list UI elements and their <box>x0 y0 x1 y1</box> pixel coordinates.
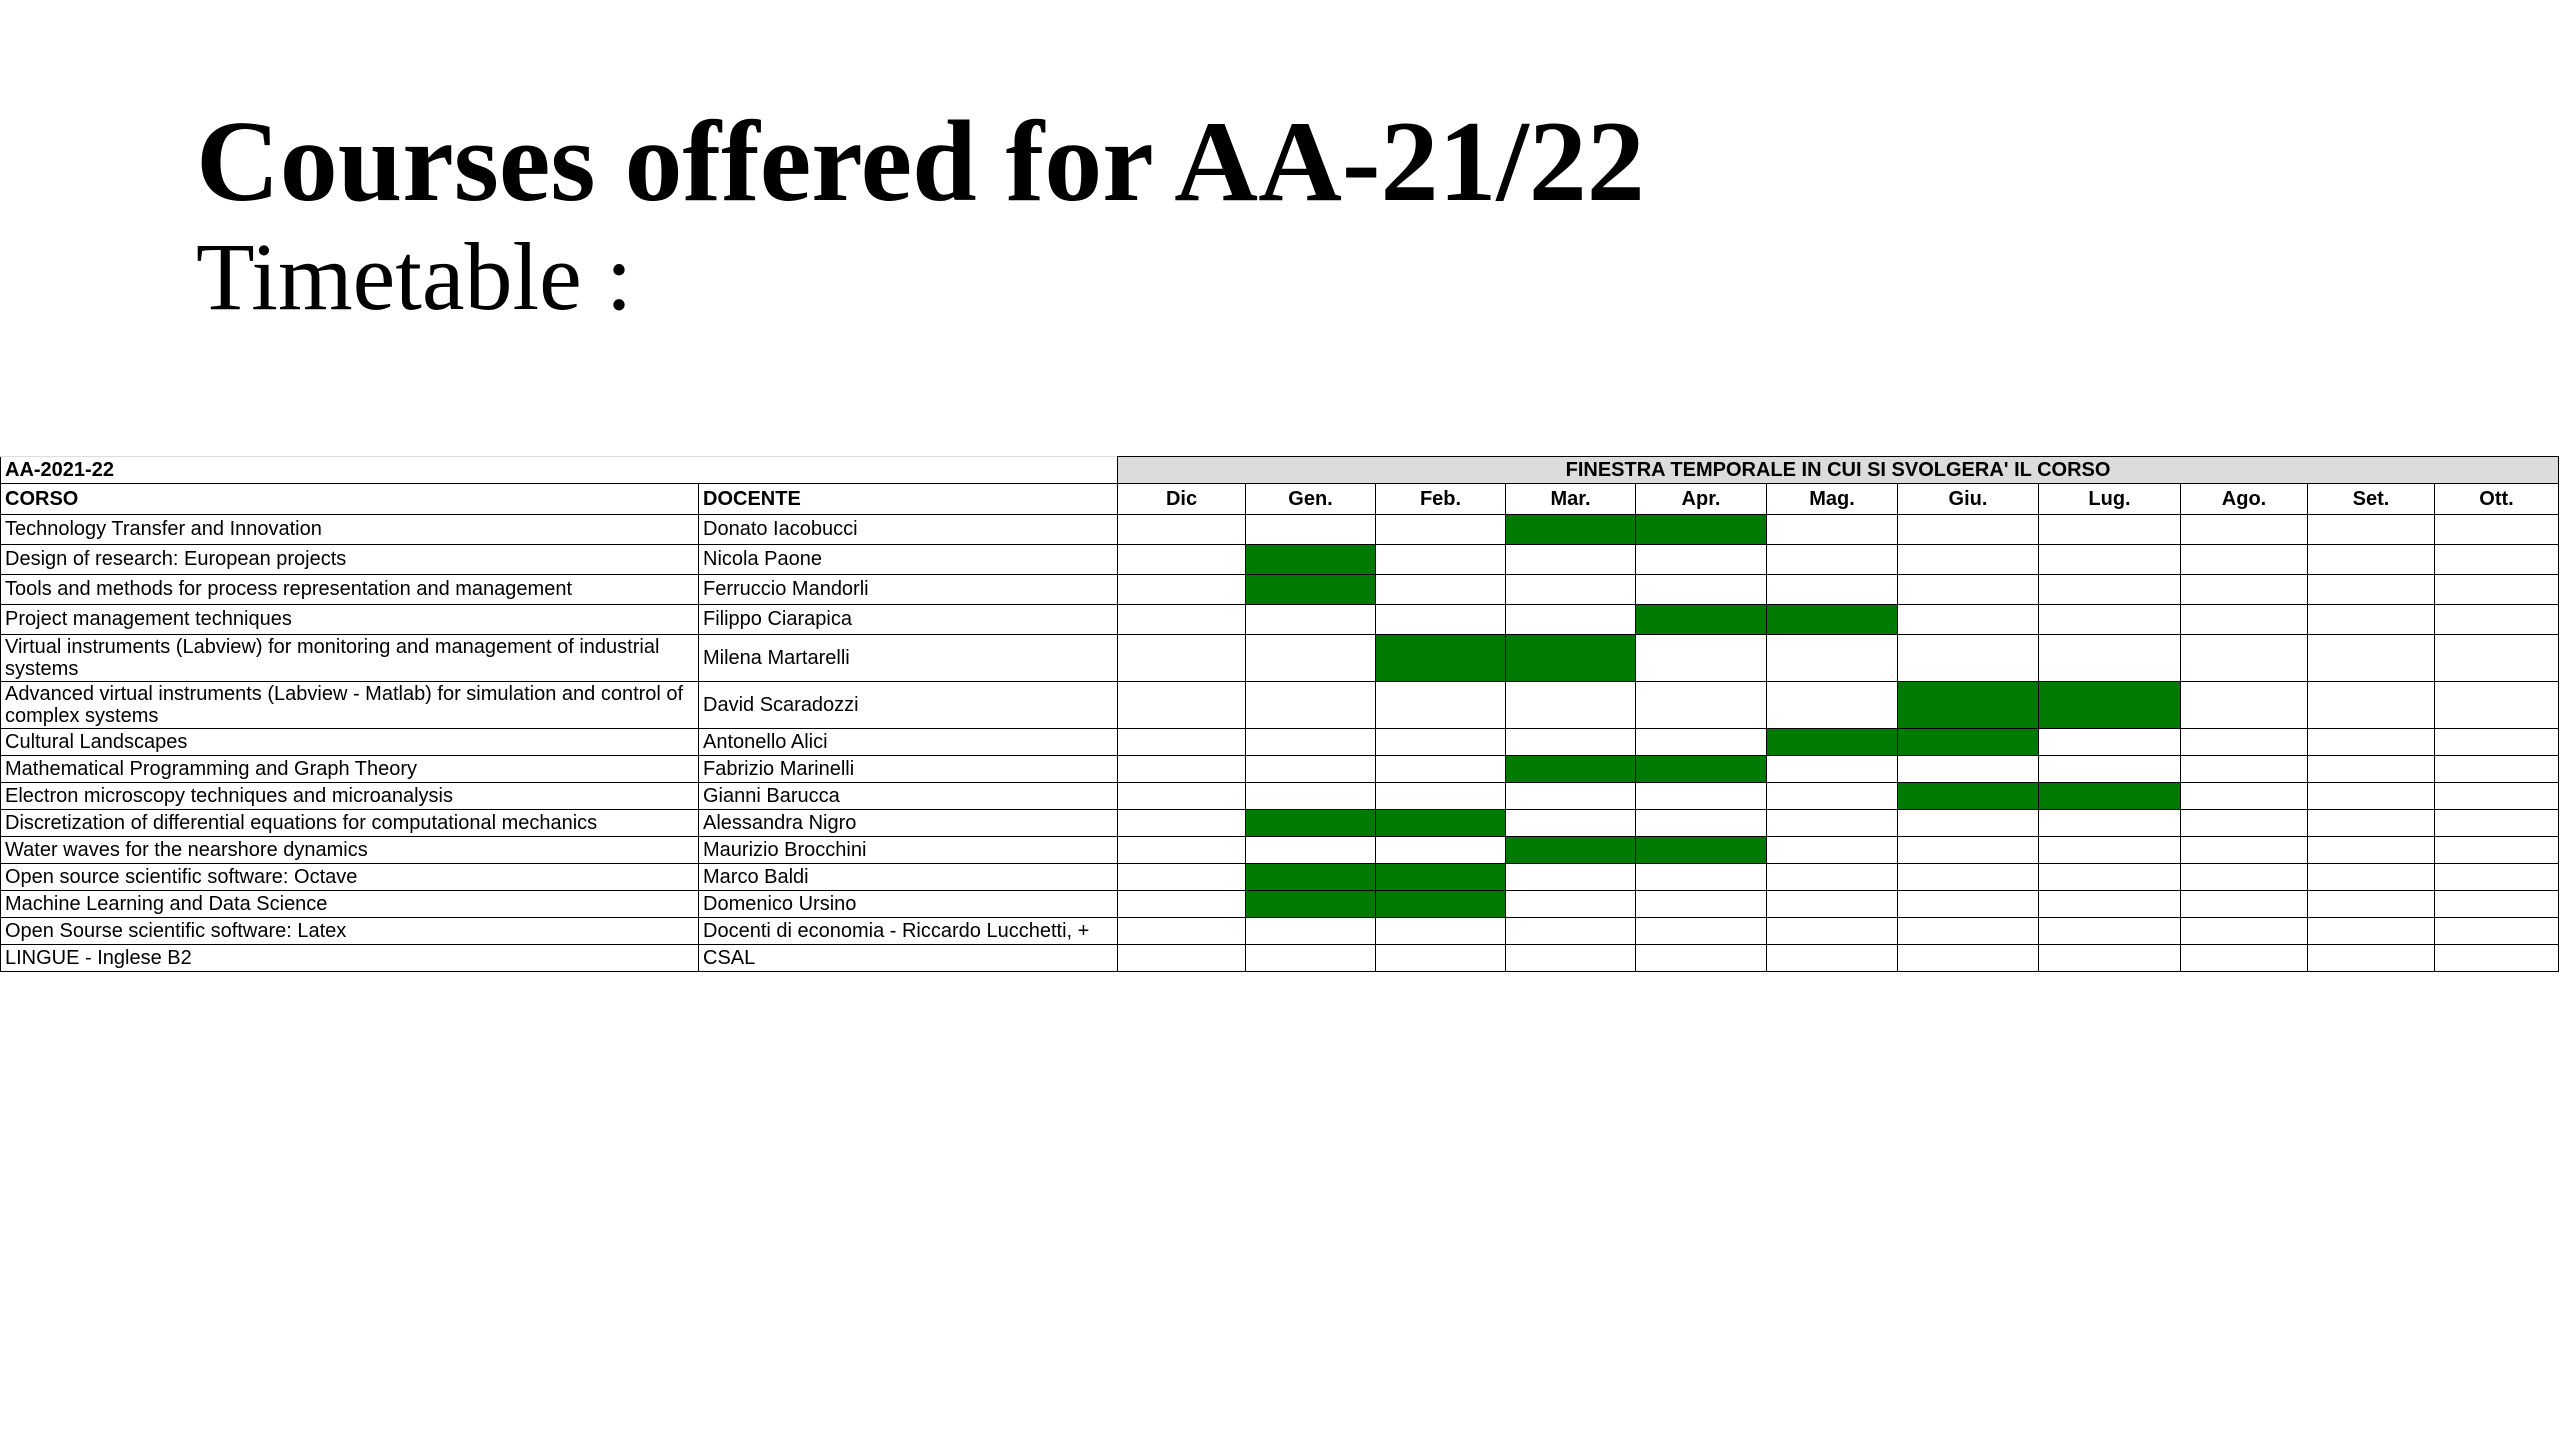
month-cell <box>2181 783 2308 810</box>
month-cell <box>1246 635 1376 682</box>
table-row <box>1 682 2559 729</box>
month-cell <box>1898 756 2039 783</box>
month-cell <box>1506 682 1636 729</box>
course-name-cell: Open Sourse scientific software: Latex <box>1 918 699 945</box>
month-cell <box>1376 575 1506 605</box>
month-cell-active <box>1246 891 1376 918</box>
month-cell <box>2308 545 2435 575</box>
month-cell <box>1898 891 2039 918</box>
month-cell <box>1506 945 1636 972</box>
month-cell-active <box>1506 515 1636 545</box>
month-cell <box>1898 575 2039 605</box>
month-cell <box>2039 545 2181 575</box>
teacher-name-cell: Gianni Barucca <box>699 783 1118 810</box>
month-cell-active <box>1376 810 1506 837</box>
month-cell <box>2181 605 2308 635</box>
table-header-row <box>1 457 2559 484</box>
month-header: Apr. <box>1636 484 1767 515</box>
teacher-name-cell: CSAL <box>699 945 1118 972</box>
month-cell <box>1376 918 1506 945</box>
teacher-name-cell: Antonello Alici <box>699 729 1118 756</box>
course-name-cell: Discretization of differential equations for computational mechanics <box>1 810 699 837</box>
teacher-name-cell: Filippo Ciarapica <box>699 605 1118 635</box>
table-row <box>1 515 2559 545</box>
course-name-cell: Technology Transfer and Innovation <box>1 515 699 545</box>
month-cell <box>2435 918 2559 945</box>
month-cell <box>1376 729 1506 756</box>
course-name-cell: Project management techniques <box>1 605 699 635</box>
month-cell <box>2039 918 2181 945</box>
month-cell <box>2435 575 2559 605</box>
month-cell <box>1767 891 1898 918</box>
teacher-name-cell: Fabrizio Marinelli <box>699 756 1118 783</box>
month-cell <box>2181 918 2308 945</box>
month-cell <box>1767 756 1898 783</box>
month-cell <box>2308 783 2435 810</box>
teacher-name-cell: Alessandra Nigro <box>699 810 1118 837</box>
month-header: Giu. <box>1898 484 2039 515</box>
month-cell-active <box>1506 837 1636 864</box>
month-cell <box>1118 864 1246 891</box>
month-cell <box>1636 864 1767 891</box>
month-cell-active <box>1246 864 1376 891</box>
month-cell <box>2181 515 2308 545</box>
month-cell <box>1506 575 1636 605</box>
month-cell <box>2181 810 2308 837</box>
month-cell <box>1767 545 1898 575</box>
month-cell <box>2181 682 2308 729</box>
month-cell-active <box>1376 635 1506 682</box>
month-cell-active <box>2039 783 2181 810</box>
month-cell <box>1898 515 2039 545</box>
month-cell <box>1246 682 1376 729</box>
month-header: Feb. <box>1376 484 1506 515</box>
course-name-cell: Cultural Landscapes <box>1 729 699 756</box>
month-cell <box>2181 756 2308 783</box>
month-cell <box>2308 729 2435 756</box>
month-cell-active <box>1506 756 1636 783</box>
blank-header-cell <box>699 457 1118 484</box>
month-cell <box>1506 605 1636 635</box>
month-cell <box>2039 891 2181 918</box>
month-cell <box>1118 729 1246 756</box>
course-name-cell: Machine Learning and Data Science <box>1 891 699 918</box>
academic-year-label: AA-2021-22 <box>1 457 699 484</box>
month-cell <box>2181 729 2308 756</box>
month-cell <box>1376 756 1506 783</box>
month-cell <box>2308 605 2435 635</box>
month-cell <box>2039 837 2181 864</box>
month-cell <box>2435 605 2559 635</box>
month-cell <box>1118 810 1246 837</box>
month-cell <box>1636 891 1767 918</box>
table-row <box>1 945 2559 972</box>
month-cell <box>1506 864 1636 891</box>
teacher-name-cell: Milena Martarelli <box>699 635 1118 682</box>
course-name-cell: Water waves for the nearshore dynamics <box>1 837 699 864</box>
teacher-name-cell: Ferruccio Mandorli <box>699 575 1118 605</box>
month-cell <box>1767 515 1898 545</box>
month-cell-active <box>1898 783 2039 810</box>
course-name-cell: Tools and methods for process representation and management <box>1 575 699 605</box>
month-cell <box>1636 575 1767 605</box>
teacher-name-cell: Marco Baldi <box>699 864 1118 891</box>
month-cell <box>2435 810 2559 837</box>
month-cell <box>1118 575 1246 605</box>
month-cell <box>2181 864 2308 891</box>
month-cell <box>1246 837 1376 864</box>
month-cell <box>1246 918 1376 945</box>
month-cell <box>2308 515 2435 545</box>
slide-subtitle: Timetable : <box>196 223 633 330</box>
month-header: Gen. <box>1246 484 1376 515</box>
month-cell <box>1767 810 1898 837</box>
month-cell <box>2181 837 2308 864</box>
month-cell <box>1898 605 2039 635</box>
month-cell <box>2181 635 2308 682</box>
table-row <box>1 729 2559 756</box>
month-cell <box>1118 515 1246 545</box>
teacher-name-cell: Docenti di economia - Riccardo Lucchetti, + <box>699 918 1118 945</box>
course-name-cell: Design of research: European projects <box>1 545 699 575</box>
course-name-cell: Electron microscopy techniques and microanalysis <box>1 783 699 810</box>
month-cell <box>1118 605 1246 635</box>
month-cell <box>1636 945 1767 972</box>
month-cell-active <box>1636 605 1767 635</box>
course-timetable <box>0 456 2559 972</box>
month-cell <box>1636 729 1767 756</box>
table-row <box>1 837 2559 864</box>
course-name-cell: Virtual instruments (Labview) for monitoring and management of industrial systems <box>1 635 699 682</box>
month-cell <box>2435 783 2559 810</box>
month-cell <box>2435 837 2559 864</box>
month-cell <box>1376 545 1506 575</box>
month-cell <box>1898 545 2039 575</box>
month-cell-active <box>1767 605 1898 635</box>
month-cell-active <box>1898 729 2039 756</box>
month-cell <box>2435 682 2559 729</box>
month-cell <box>2308 918 2435 945</box>
month-cell <box>2435 891 2559 918</box>
month-cell <box>2308 945 2435 972</box>
month-cell <box>1246 783 1376 810</box>
month-cell <box>1118 945 1246 972</box>
month-cell <box>1767 575 1898 605</box>
month-cell <box>1118 891 1246 918</box>
month-cell <box>2435 545 2559 575</box>
month-cell <box>1118 783 1246 810</box>
table-row <box>1 918 2559 945</box>
month-cell-active <box>1246 545 1376 575</box>
month-cell <box>1636 918 1767 945</box>
teacher-name-cell: David Scaradozzi <box>699 682 1118 729</box>
month-cell <box>1376 783 1506 810</box>
month-cell <box>2039 756 2181 783</box>
month-cell <box>1506 783 1636 810</box>
month-cell <box>2181 945 2308 972</box>
table-row <box>1 783 2559 810</box>
month-cell <box>2308 891 2435 918</box>
table-row <box>1 810 2559 837</box>
month-header: Lug. <box>2039 484 2181 515</box>
month-cell <box>1767 864 1898 891</box>
month-cell-active <box>1636 756 1767 783</box>
month-cell <box>2308 837 2435 864</box>
table-row <box>1 545 2559 575</box>
table-row <box>1 891 2559 918</box>
month-cell-active <box>1246 810 1376 837</box>
month-cell <box>1506 729 1636 756</box>
month-cell <box>1246 756 1376 783</box>
month-cell <box>1246 945 1376 972</box>
month-cell <box>1636 810 1767 837</box>
course-column-header: CORSO <box>1 484 699 515</box>
month-cell <box>1767 783 1898 810</box>
month-header: Set. <box>2308 484 2435 515</box>
month-cell <box>2435 864 2559 891</box>
month-cell <box>1898 635 2039 682</box>
month-cell-active <box>1506 635 1636 682</box>
month-cell <box>1506 918 1636 945</box>
teacher-name-cell: Domenico Ursino <box>699 891 1118 918</box>
month-cell <box>2308 810 2435 837</box>
month-cell <box>2039 945 2181 972</box>
month-cell-active <box>2039 682 2181 729</box>
month-cell <box>1376 837 1506 864</box>
month-cell <box>2308 575 2435 605</box>
month-cell <box>1246 605 1376 635</box>
month-cell <box>1767 682 1898 729</box>
month-cell-active <box>1636 837 1767 864</box>
month-cell <box>2039 729 2181 756</box>
month-cell <box>1118 918 1246 945</box>
table-row <box>1 605 2559 635</box>
course-name-cell: LINGUE - Inglese B2 <box>1 945 699 972</box>
month-cell <box>1636 783 1767 810</box>
month-cell <box>1898 918 2039 945</box>
month-cell <box>1636 545 1767 575</box>
month-cell <box>2308 682 2435 729</box>
month-cell <box>1898 837 2039 864</box>
month-cell <box>2308 864 2435 891</box>
month-cell <box>2435 945 2559 972</box>
month-cell <box>1246 729 1376 756</box>
month-cell <box>2435 756 2559 783</box>
month-cell <box>2039 635 2181 682</box>
timetable-body <box>1 515 2559 972</box>
month-cell <box>2039 810 2181 837</box>
month-cell <box>1506 545 1636 575</box>
month-cell-active <box>1376 864 1506 891</box>
table-row <box>1 635 2559 682</box>
teacher-name-cell: Donato Iacobucci <box>699 515 1118 545</box>
table-row <box>1 575 2559 605</box>
month-cell <box>1246 515 1376 545</box>
month-cell-active <box>1898 682 2039 729</box>
month-cell <box>2308 756 2435 783</box>
month-cell <box>1376 515 1506 545</box>
column-header-row <box>1 484 2559 515</box>
teacher-name-cell: Maurizio Brocchini <box>699 837 1118 864</box>
month-cell <box>1118 682 1246 729</box>
month-cell-active <box>1636 515 1767 545</box>
month-cell <box>1376 605 1506 635</box>
month-cell <box>2435 729 2559 756</box>
table-row <box>1 756 2559 783</box>
month-cell <box>1898 945 2039 972</box>
course-name-cell: Open source scientific software: Octave <box>1 864 699 891</box>
month-cell <box>1898 864 2039 891</box>
time-window-header: FINESTRA TEMPORALE IN CUI SI SVOLGERA' IL CORSO <box>1118 457 2559 484</box>
month-cell <box>1898 810 2039 837</box>
month-cell <box>1118 756 1246 783</box>
month-cell <box>2039 605 2181 635</box>
month-cell <box>2308 635 2435 682</box>
slide-title: Courses offered for AA-21/22 <box>196 98 1645 226</box>
month-cell <box>1118 837 1246 864</box>
teacher-column-header: DOCENTE <box>699 484 1118 515</box>
course-name-cell: Advanced virtual instruments (Labview - Matlab) for simulation and control of complex systems <box>1 682 699 729</box>
month-cell <box>1376 682 1506 729</box>
month-header: Mar. <box>1506 484 1636 515</box>
table-row <box>1 864 2559 891</box>
month-cell-active <box>1376 891 1506 918</box>
course-name-cell: Mathematical Programming and Graph Theory <box>1 756 699 783</box>
month-cell <box>2181 575 2308 605</box>
month-cell-active <box>1246 575 1376 605</box>
month-cell <box>2435 515 2559 545</box>
month-cell <box>2039 575 2181 605</box>
month-cell <box>1767 635 1898 682</box>
month-cell <box>2181 891 2308 918</box>
month-cell <box>1376 945 1506 972</box>
teacher-name-cell: Nicola Paone <box>699 545 1118 575</box>
month-cell <box>1506 891 1636 918</box>
month-cell <box>2039 864 2181 891</box>
month-header: Mag. <box>1767 484 1898 515</box>
month-header: Ott. <box>2435 484 2559 515</box>
month-cell <box>1767 918 1898 945</box>
month-cell <box>1767 837 1898 864</box>
month-cell <box>2435 635 2559 682</box>
month-header: Ago. <box>2181 484 2308 515</box>
month-cell <box>2181 545 2308 575</box>
month-cell-active <box>1767 729 1898 756</box>
month-cell <box>1118 545 1246 575</box>
month-header: Dic <box>1118 484 1246 515</box>
month-cell <box>1118 635 1246 682</box>
month-cell <box>1636 682 1767 729</box>
month-cell <box>1506 810 1636 837</box>
month-cell <box>2039 515 2181 545</box>
month-cell <box>1636 635 1767 682</box>
month-cell <box>1767 945 1898 972</box>
